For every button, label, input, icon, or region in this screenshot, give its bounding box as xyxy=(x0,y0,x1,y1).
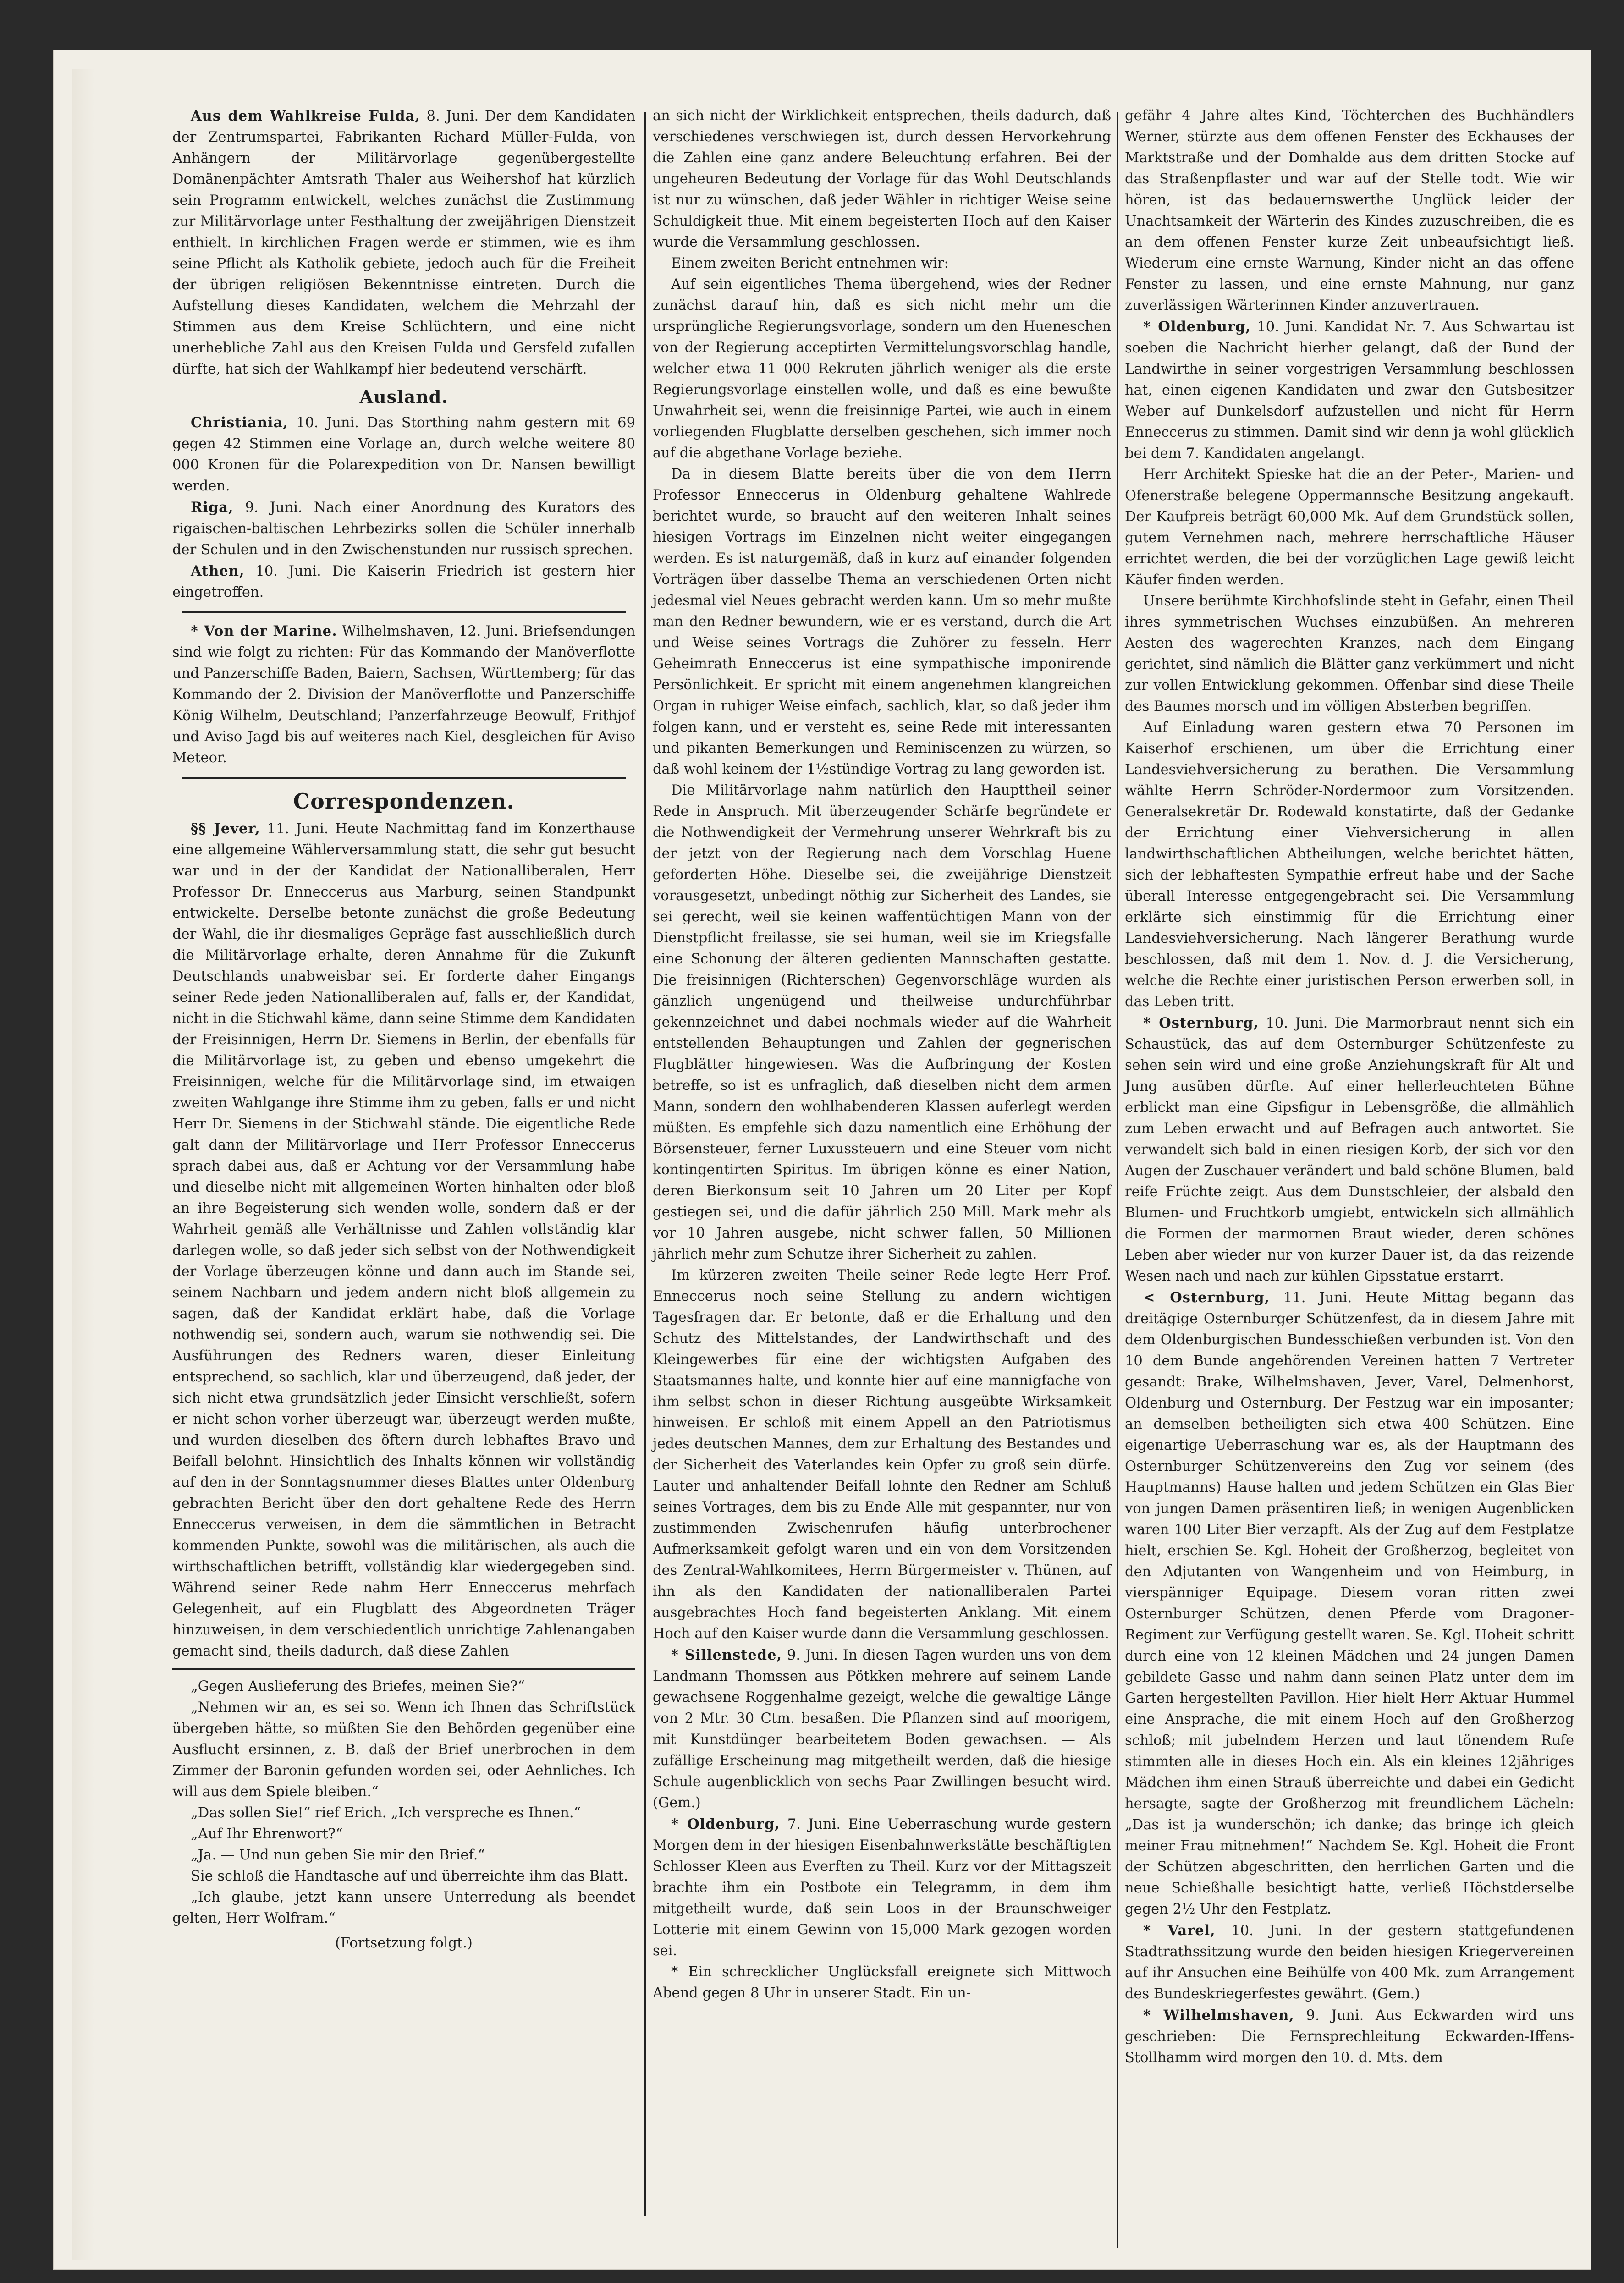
article-paragraph: * Ein schrecklicher Unglücksfall ereignete sich Mittwoch Abend gegen 8 Uhr in unserer Stadt. Ein un- xyxy=(653,1964,1111,2001)
article-athen: Athen, 10. Juni. Die Kaiserin Friedrich ist gestern hier eingetroffen. xyxy=(172,563,635,600)
continuation-note: (Fortsetzung folgt.) xyxy=(335,1935,473,1951)
article-paragraph: Die Militärvorlage nahm natürlich den Haupttheil seiner Rede in Anspruch. Mit überzeugender Schärfe begründete er die Nothwendigkeit der Vermehrung unserer Wehrkraft bis zu der jetzt von der Regierung nach dem Vorschlag Huene geforderten Höhe. Dieselbe sei, die zweijährige Dienstzeit vorausgesetzt, unbedingt nöthig zur Sicherheit des Landes, sie sei gerecht, weil sie keinen waffentüchtigen Mann von der Dienstpflicht freilasse, sie sei human, weil sie im Kriegsfalle eine Schonung der älteren gedienten Mannschaften gestatte. Die freisinnigen (Richterschen) Gegenvorschläge wurden als gänzlich ungenügend und theilweise undurchführbar gekennzeichnet und dabei nochmals wieder auf die Wahrheit entstellenden Behauptungen und Zahlen der gegnerischen Flugblätter hingewiesen. Was die Aufbringung der Kosten betreffe, so ist es unfraglich, daß dieselben nicht dem armen Mann, sondern den wohlhabenderen Klassen auferlegt werden müßten. Es empfehle sich dazu namentlich eine Erhöhung der Börsensteuer, ferner Luxussteuern und eine Steuer vom nicht kontingentirten Spiritus. Im übrigen könne es einer Nation, deren Bierkonsum seit 10 Jahren um 20 Liter per Kopf gestiegen sei, und die dafür jährlich 250 Mill. Mark mehr als vor 10 Jahren ausgebe, nicht schwer fallen, 50 Millionen jährlich mehr zum Schutze ihrer Sicherheit zu zahlen. xyxy=(653,782,1111,1262)
heading-correspondenzen: Correspondenzen. xyxy=(293,789,515,814)
article-paragraph: Da in diesem Blatte bereits über die von dem Herrn Professor Enneccerus in Oldenburg gehaltene Wahlrede berichtet wurde, so braucht auf den weiteren Inhalt seines hiesigen Vortrags im Einzelnen nicht weiter eingegangen werden. Es ist naturgemäß, daß in kurz auf einander folgenden Vorträgen über dasselbe Thema an verschiedenen Orten nicht jedesmal viel Neues gebracht werden kann. Um so mehr mußte man den Redner bewundern, wie er es verstand, durch die Art und Weise seines Vortrags die Zuhörer zu fesseln. Herr Geheimrath Enneccerus ist eine sympathische imponirende Persönlichkeit. Er spricht mit einem angenehmen klangreichen Organ in ruhiger Weise einfach, sachlich, klar, so daß jeder ihm folgen kann, und er versteht es, seine Rede mit interessanten und pikanten Bemerkungen und Reminiscenzen zu würzen, so daß wohl keinem der 1½stündige Vortrag zu lang geworden ist. xyxy=(653,466,1111,777)
article-osternburg-10: * Osternburg, 10. Juni. Die Marmorbraut nennt sich ein Schaustück, das auf dem Osternburger Schützenfeste zu sehen sein wird und eine große Anziehungskraft für Alt und Jung ausüben dürfte. Auf einer hellerleuchteten Bühne erblickt man eine Gipsfigur in Lebensgröße, die allmählich zum Leben erwacht und auf Befragen auch antwortet. Sie verwandelt sich bald in einen riesigen Korb, der sich vor den Augen der Zuschauer verändert und bald schöne Blumen, bald reife Früchte zeigt. Aus dem Dunstschleier, der alsbald den Blumen- und Fruchtkorb umgiebt, entwickeln sich allmählich die Formen der marmornen Braut wieder, deren schönes Leben aber wieder nur von kurzer Dauer ist, da das reizende Wesen nach und nach zur kühlen Gipsstatue erstarrt. xyxy=(1125,1015,1574,1284)
article-jever-cont: an sich nicht der Wirklichkeit entsprechen, theils dadurch, daß verschiedenes verschwiegen ist, durch dessen Hervorkehrung die Zahlen eine ganz andere Beleuchtung erfahren. Bei der ungeheuren Bedeutung der Vorlage für das Wohl Deutschlands ist nur zu wünschen, daß jeder Wähler in richtiger Weise seine Schuldigkeit thue. Mit einem begeisterten Hoch auf den Kaiser wurde die Versammlung geschlossen. xyxy=(653,108,1111,250)
column-1 xyxy=(172,105,635,1954)
article-jever: §§ Jever, 11. Juni. Heute Nachmittag fand im Konzerthause eine allgemeine Wählerversammlung statt, die sehr gut besucht war und in der der Kandidat der Nationalliberalen, Herr Professor Dr. Enneccerus aus Marburg, seinen Standpunkt entwickelte. Derselbe betonte zunächst die große Bedeutung der Wahl, die ihr diesmaliges Gepräge fast ausschließlich durch die Militärvorlage erhalte, deren Annahme für die Zukunft Deutschlands unabweisbar sei. Er forderte daher Eingangs seiner Rede jeden Nationalliberalen auf, falls er, der Kandidat, nicht in die Stichwahl käme, dann seine Stimme dem Kandidaten der Freisinnigen, Herrn Dr. Siemens in Berlin, der ebenfalls für die Militärvorlage ist, zu geben und ebenso umgekehrt die Freisinnigen, welche für die Militärvorlage sind, im etwaigen zweiten Wahlgange ihre Stimme ihm zu geben, falls er und nicht Herr Dr. Siemens in der Stichwahl stände. Die eigentliche Rede galt dann der Militärvorlage und Herr Professor Enneccerus sprach dabei aus, daß er Achtung vor der Versammlung habe und dieselbe nicht mit allgemeinen Worten hinhalten oder bloß an ihre Begeisterung sich wenden wolle, sondern daß er der Wahrheit gemäß alle Verhältnisse und Zahlen vollständig klar darlegen wolle, so daß jeder sich selbst von der Nothwendigkeit der Vorlage überzeugen könne und dann auch im Stande sei, seinem Nachbarn und jedem andern nicht bloß allgemein zu sagen, daß der Kandidat erklärt habe, daß die Vorlage nothwendig sei, sondern auch, warum sie nothwendig sei. Die Ausführungen des Redners waren, dieser Einleitung entsprechend, so sachlich, klar und überzeugend, daß jeder, der sich nicht etwa grundsätzlich jeder Einsicht verschließt, sofern er nicht schon vorher überzeugt war, überzeugt werden mußte, und wurden dieselben des öftern durch lebhaftes Bravo und Beifall belohnt. Hinsichtlich des Inhalts können wir vollständig auf den in der Sonntagsnummer dieses Blattes unter Oldenburg gebrachten Bericht über den dort gehaltene Rede des Herrn Enneccerus verweisen, in dem die sämmtlichen in Betracht kommenden Punkte, sowohl was die militärischen, als auch die wirthschaftlichen betrifft, vollständig klar wiedergegeben sind. Während seiner Rede nahm Herr Enneccerus mehrfach Gelegenheit, auf ein Flugblatt des Abgeordneten Träger hinzuweisen, in dem verschiedentlich unrichtige Zahlenangaben gemacht sind, theils dadurch, daß diese Zahlen xyxy=(172,820,635,1659)
newspaper-page xyxy=(54,50,1591,2269)
page-gutter xyxy=(72,69,94,2260)
article-unglueck-cont: gefähr 4 Jahre altes Kind, Töchterchen des Buchhändlers Werner, stürzte aus dem offenen Fenster des Eckhauses der Marktstraße und der Domhalde aus dem dritten Stocke auf das Straßenpflaster und war auf der Stelle todt. Wie wir hören, ist das bedauernswerthe Unglück leider der Unachtsamkeit der Wärterin des Kindes zuzuschreiben, die es an dem offenen Fenster kurze Zeit unbeaufsichtigt ließ. Wiederum eine ernste Warnung, Kinder nicht an das offene Fenster zu lassen, und eine ernste Mahnung, nur ganz zuverlässigen Wärterinnen Kinder anzuvertrauen. xyxy=(1125,108,1574,314)
article-paragraph: Auf sein eigentliches Thema übergehend, wies der Redner zunächst darauf hin, daß es sich nicht mehr um die ursprüngliche Regierungsvorlage, sondern um den Hueneschen von der Regierung acceptirten Vermittelungsvorschlag handle, welcher etwa 11 000 Rekruten jährlich weniger als die erste Regierungsvorlage einstellen wolle, und daß es eine bewußte Unwahrheit sei, wenn die freisinnige Partei, wie auch in einem vorliegenden Flugblatte derselben geschehen, sich immer noch auf die abgethane Vorlage beziehe. xyxy=(653,276,1111,461)
story-line: „Nehmen wir an, es sei so. Wenn ich Ihnen das Schriftstück übergeben hätte, so müßten Sie den Behörden gegenüber eine Ausflucht ersinnen, z. B. daß der Brief unerbrochen in dem Zimmer der Baronin gefunden worden sei, oder Aehnliches. Ich will aus dem Spiele bleiben.“ xyxy=(172,1700,635,1800)
feuilleton-divider xyxy=(172,1668,635,1670)
article-oldenburg-7: * Oldenburg, 7. Juni. Eine Ueberraschung wurde gestern Morgen dem in der hiesigen Eisenbahnwerkstätte beschäftigten Schlosser Kleen aus Everften zu Theil. Kurz vor der Mittagszeit brachte ihm ein Postbote ein Telegramm, in dem ihm mitgetheilt wurde, daß sein Loos in der Braunschweiger Lotterie mit einem Gewinn von 15,000 Mark gezogen worden sei. xyxy=(653,1816,1111,1959)
column-rule-1 xyxy=(644,112,646,2216)
article-fulda: Aus dem Wahlkreise Fulda, 8. Juni. Der dem Kandidaten der Zentrumspartei, Fabrikanten Richard Müller-Fulda, von Anhängern der Militärvorlage gegenübergestellte Domänenpächter Amtsrath Thaler aus Weihershof hat kürzlich sein Programm entwickelt, welches zunächst die Zustimmung zur Militärvorlage unter Festhaltung der zweijährigen Dienstzeit enthielt. In kirchlichen Fragen werde er stimmen, wie es ihm seine Pflicht als Katholik gebiete, jedoch auch für die Freiheit der übrigen religiösen Bekenntnisse eintreten. Durch die Aufstellung dieses Kandidaten, welchem die Mehrzahl der Stimmen aus dem Kreise Schlüchtern, und eine nicht unerhebliche Zahl aus den Kreisen Fulda und Gersfeld zufallen dürfte, hat sich der Wahlkampf hier bedeutend verschärft. xyxy=(172,108,635,377)
section-divider xyxy=(182,611,626,613)
story-line: „Ja. — Und nun geben Sie mir den Brief.“ xyxy=(191,1847,485,1863)
article-paragraph: Unsere berühmte Kirchhofslinde steht in Gefahr, einen Theil ihres symmetrischen Wuchses einzubüßen. An mehreren Aesten des wagerechten Kranzes, nach dem Eingang gerichtet, sind nämlich die Blätter ganz verkümmert und nicht zur vollen Entwicklung gekommen. Offenbar sind diese Theile des Baumes morsch und im völligen Absterben begriffen. xyxy=(1125,593,1574,715)
article-christiania: Christiania, 10. Juni. Das Storthing nahm gestern mit 69 gegen 42 Stimmen eine Vorlage an, durch welche weitere 80 000 Kronen für die Polarexpedition von Dr. Nansen bewilligt werden. xyxy=(172,414,635,494)
article-osternburg-11: < Osternburg, 11. Juni. Heute Mittag begann das dreitägige Osternburger Schützenfest, da in diesem Jahre mit dem Oldenburgischen Bundesschießen verbunden ist. Von den 10 dem Bunde angehörenden Vereinen hatten 7 Vertreter gesandt: Brake, Wilhelmshaven, Jever, Varel, Delmenhorst, Oldenburg und Osternburg. Der Festzug war ein imposanter; an demselben betheiligten sich etwa 400 Schützen. Eine eigenartige Ueberraschung war es, als der Hauptmann des Osternburger Schützenvereins den Zug vor seinem (des Hauptmanns) Hause halten und jedem Schützen ein Glas Bier von jungen Damen präsentiren ließ; in wenigen Augenblicken waren 100 Liter Bier verzapft. Als der Zug auf dem Festplatze hielt, erschien Se. Kgl. Hoheit der Großherzog, begleitet von den Adjutanten von Wangenheim und von Heimburg, in vierspänniger Equipage. Diesem voran ritten zwei Osternburger Schützen, denen Pferde vom Dragoner-Regiment zur Verfügung gestellt waren. Se. Kgl. Hoheit schritt durch eine von 12 kleinen Mädchen und 24 jungen Damen gebildete Gasse und nahm dann seinen Platz unter dem im Garten hergestellten Pavillon. Hier hielt Herr Aktuar Hummel eine Ansprache, die mit einem Hoch auf den Großherzog schloß; mit jubelndem Herzen und laut tönendem Rufe stimmten alle in dieses Hoch ein. Als ein kleines 12jähriges Mädchen ihm einen Strauß überreichte und dabei ein Gedicht hersagte, sagte der Großherzog mit freundlichem Lächeln: „Das ist ja wunderschön; ich danke; das bringe ich gleich meiner Frau mitnehmen!“ Nachdem Se. Kgl. Hoheit die Front der Schützen abgeschritten, den herrlichen Garten und die neue Schießhalle besichtigt hatte, verließ Höchstderselbe gegen 2½ Uhr den Festplatz. xyxy=(1125,1289,1574,1917)
article-sillenstede: * Sillenstede, 9. Juni. In diesen Tagen wurden uns von dem Landmann Thomssen aus Pötkken mehrere auf seinem Lande gewachsene Roggenhalme gezeigt, welche die gewaltige Länge von 2 Mtr. 30 Ctm. besaßen. Die Pflanzen sind auf moorigem, mit Kunstdünger bearbeitetem Boden gewachsen. — Als zufällige Erscheinung mag mitgetheilt werden, daß die hiesige Schule augenblicklich von sechs Paar Zwillingen besucht wird. (Gem.) xyxy=(653,1647,1111,1811)
article-varel: * Varel, 10. Juni. In der gestern stattgefundenen Stadtrathssitzung wurde den beiden hiesigen Kriegervereinen auf ihr Ansuchen eine Beihülfe von 400 Mk. zum Arrangement des Bundeskriegerfestes gewährt. (Gem.) xyxy=(1125,1922,1574,2002)
article-wilhelmshaven: * Wilhelmshaven, 9. Juni. Aus Eckwarden wird uns geschrieben: Die Fernsprechleitung Eckwarden-Iffens-Stollhamm wird morgen den 10. d. Mts. dem xyxy=(1125,2007,1574,2066)
story-line: „Auf Ihr Ehrenwort?“ xyxy=(191,1826,343,1842)
story-line: Sie schloß die Handtasche auf und überreichte ihm das Blatt. xyxy=(191,1868,628,1884)
column-2 xyxy=(653,105,1111,2004)
article-marine: * Von der Marine. Wilhelmshaven, 12. Juni. Briefsendungen sind wie folgt zu richten: Für das Kommando der Manöverflotte und Panzerschiffe Baden, Baiern, Sachsen, Württemberg; für das Kommando der 2. Division der Manöverflotte und Panzerschiffe König Wilhelm, Deutschland; Panzerfahrzeuge Beowulf, Frithjof und Aviso Jagd bis auf weiteres nach Kiel, desgleichen für Aviso Meteor. xyxy=(172,623,635,766)
article-riga: Riga, 9. Juni. Nach einer Anordnung des Kurators des rigaischen-baltischen Lehrbezirks sollen die Schüler innerhalb der Schulen und in den Zwischenstunden nur russisch sprechen. xyxy=(172,499,635,558)
article-oldenburg-10: * Oldenburg, 10. Juni. Kandidat Nr. 7. Aus Schwartau ist soeben die Nachricht hierher gelangt, daß der Bund der Landwirthe in seiner vorgestrigen Versammlung beschlossen hat, einen eigenen Kandidaten und zwar den Gutsbesitzer Weber auf Dunkelsdorf aufzustellen und nicht für Herrn Enneccerus zu stimmen. Damit sind wir denn ja wohl glücklich bei dem 7. Kandidaten angelangt. xyxy=(1125,319,1574,462)
story-line: „Ich glaube, jetzt kann unsere Unterredung als beendet gelten, Herr Wolfram.“ xyxy=(172,1889,635,1926)
heading-ausland: Ausland. xyxy=(359,386,448,407)
story-line: „Gegen Auslieferung des Briefes, meinen Sie?“ xyxy=(191,1678,525,1694)
article-paragraph: Auf Einladung waren gestern etwa 70 Personen im Kaiserhof erschienen, um über die Errichtung einer Landesviehversicherung zu berathen. Die Versammlung wählte Herrn Schröder-Nordermoor zum Vorsitzenden. Generalsekretär Dr. Rodewald konstatirte, daß der Gedanke der Errichtung einer Viehversicherung in allen landwirthschaftlichen Abtheilungen, welche berichtet hätten, sich der lebhaftesten Sympathie erfreut habe und der Sache überall Interesse entgegengebracht sei. Die Versammlung erklärte sich einstimmig für die Errichtung einer Landesviehversicherung. Nach längerer Berathung wurde beschlossen, daß mit dem 1. Nov. d. J. die Versicherung, welche die Rechte einer juristischen Person erwerben soll, in das Leben tritt. xyxy=(1125,720,1574,1010)
article-paragraph: Einem zweiten Bericht entnehmen wir: xyxy=(671,255,949,271)
article-paragraph: Herr Architekt Spieske hat die an der Peter-, Marien- und Ofenerstraße belegene Oppermannsche Besitzung angekauft. Der Kaufpreis beträgt 60,000 Mk. Auf dem Grundstück sollen, gutem Vernehmen nach, mehrere herrschaftliche Häuser errichtet werden, die bei der vorzüglichen Lage gewiß leicht Käufer finden werden. xyxy=(1125,467,1574,588)
column-3 xyxy=(1125,105,1574,2068)
article-paragraph: Im kürzeren zweiten Theile seiner Rede legte Herr Prof. Enneccerus noch seine Stellung zu andern wichtigen Tagesfragen dar. Er betonte, daß er die Erhaltung und den Schutz des Mittelstandes, der Landwirthschaft und des Kleingewerbes für eine der wichtigsten Aufgaben des Staatsmannes halte, und konnte hier auf eine mannigfache von ihm selbst schon in dieser Richtung ausgeübte Wirksamkeit hinweisen. Er schloß mit einem Appell an den Patriotismus jedes deutschen Mannes, dem zur Erhaltung des Bestandes und der Sicherheit des Vaterlandes kein Opfer zu groß sein dürfe. Lauter und anhaltender Beifall lohnte den Redner am Schluß seines Vortrages, dem bis zu Ende Alle mit gespannter, nur von zustimmenden Zwischenrufen häufig unterbrochener Aufmerksamkeit gefolgt waren und ein von dem Vorsitzenden des Zentral-Wahlkomitees, Herrn Bürgermeister v. Thünen, auf ihn als den Kandidaten der nationalliberalen Partei ausgebrachtes Hoch fand begeisterten Anklang. Mit einem Hoch auf den Kaiser wurde dann die Versammlung geschlossen. xyxy=(653,1267,1111,1642)
column-rule-2 xyxy=(1117,112,1118,2248)
story-line: „Das sollen Sie!“ rief Erich. „Ich verspreche es Ihnen.“ xyxy=(191,1805,581,1821)
section-divider xyxy=(182,777,626,779)
